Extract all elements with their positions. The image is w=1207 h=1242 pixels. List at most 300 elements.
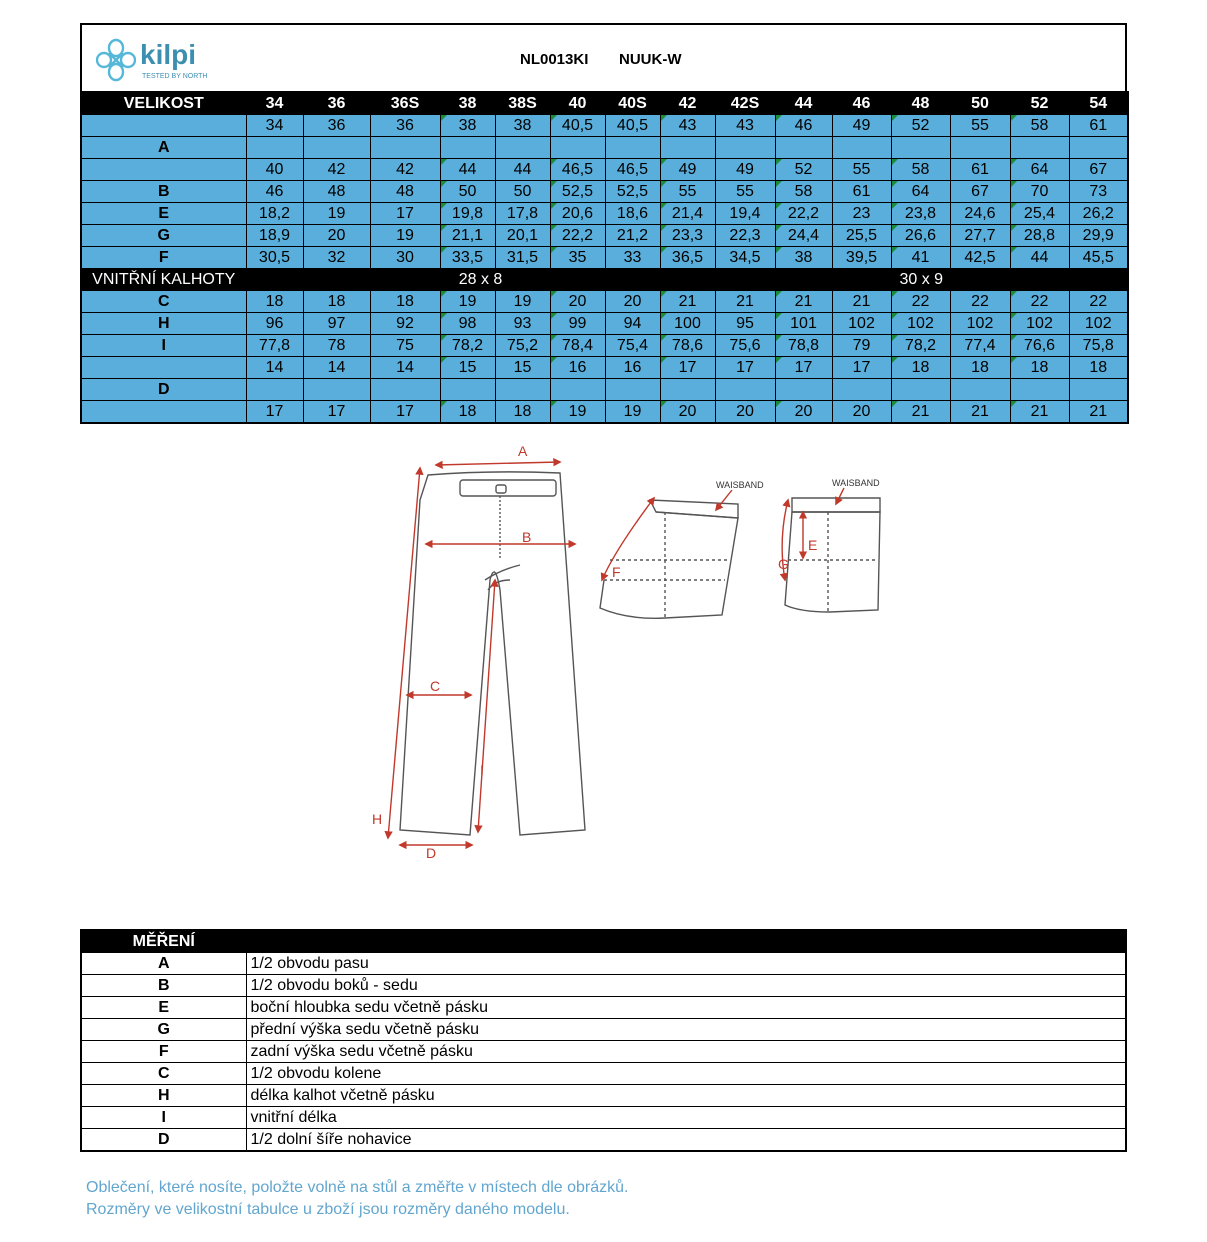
- size-cell: 18,9: [246, 225, 303, 247]
- legend-header-row: [81, 930, 1126, 953]
- size-cell: [891, 137, 950, 159]
- size-row-label: B: [81, 181, 246, 203]
- size-row: [81, 137, 1128, 159]
- size-cell: [605, 379, 660, 401]
- size-row: [81, 225, 1128, 247]
- size-cell: 61: [832, 181, 891, 203]
- size-cell: 20: [775, 401, 832, 424]
- legend-description: přední výška sedu včetně pásku: [246, 1019, 1126, 1041]
- size-row: [81, 115, 1128, 137]
- size-cell: 101: [775, 313, 832, 335]
- size-row: [81, 379, 1128, 401]
- size-cell: 17: [660, 357, 715, 379]
- size-cell: 75: [370, 335, 440, 357]
- size-cell: 21: [715, 291, 775, 313]
- size-cell: 95: [715, 313, 775, 335]
- size-cell: 75,4: [605, 335, 660, 357]
- diagram-label-g: G: [778, 556, 789, 572]
- size-cell: 18,2: [246, 203, 303, 225]
- size-cell: [660, 137, 715, 159]
- size-cell: 58: [775, 181, 832, 203]
- size-cell: 28,8: [1010, 225, 1069, 247]
- size-cell: 19,8: [440, 203, 495, 225]
- diagram-label-i: I: [480, 762, 484, 778]
- size-cell: 18: [495, 401, 550, 424]
- size-cell: 98: [440, 313, 495, 335]
- size-cell: 46,5: [605, 159, 660, 181]
- size-cell: [1010, 379, 1069, 401]
- legend-description: vnitřní délka: [246, 1107, 1126, 1129]
- size-cell: [303, 379, 370, 401]
- size-cell: [495, 137, 550, 159]
- size-cell: 22,3: [715, 225, 775, 247]
- size-cell: 17: [370, 203, 440, 225]
- legend-row: [81, 1041, 1126, 1063]
- size-header-row: [81, 92, 1128, 115]
- size-cell: 23,8: [891, 203, 950, 225]
- size-cell: 19: [440, 291, 495, 313]
- waistband-label-front: WAISBAND: [832, 478, 880, 488]
- size-cell: [950, 379, 1010, 401]
- product-code: NL0013KI: [520, 51, 589, 68]
- size-cell: 46: [775, 115, 832, 137]
- size-cell: [775, 379, 832, 401]
- legend-row: [81, 953, 1126, 975]
- size-cell: 20,6: [550, 203, 605, 225]
- size-cell: 21: [775, 291, 832, 313]
- size-header-cell: 42S: [715, 92, 775, 115]
- brand-tagline: TESTED BY NORTH: [142, 73, 208, 80]
- size-cell: 52,5: [550, 181, 605, 203]
- size-row-label: H: [81, 313, 246, 335]
- size-header-label: VELIKOST: [81, 92, 246, 115]
- size-cell: [715, 379, 775, 401]
- size-cell: 20: [303, 225, 370, 247]
- size-cell: 14: [370, 357, 440, 379]
- size-cell: 17: [715, 357, 775, 379]
- inner-trousers-row: [81, 269, 1128, 291]
- diagram-label-h: H: [372, 811, 383, 827]
- size-cell: 17: [246, 401, 303, 424]
- legend-title: MĚŘENÍ: [81, 930, 246, 953]
- size-cell: [440, 379, 495, 401]
- legend-code: A: [81, 953, 246, 975]
- brand-knot-icon: [96, 37, 136, 83]
- size-header-cell: 38: [440, 92, 495, 115]
- size-cell: 102: [950, 313, 1010, 335]
- size-cell: 15: [495, 357, 550, 379]
- size-header-cell: 42: [660, 92, 715, 115]
- size-cell: 40,5: [550, 115, 605, 137]
- legend-description: 1/2 obvodu kolene: [246, 1063, 1126, 1085]
- legend-description: boční hloubka sedu včetně pásku: [246, 997, 1126, 1019]
- size-cell: 92: [370, 313, 440, 335]
- rear-waist-drawing: [600, 500, 738, 618]
- size-cell: [832, 379, 891, 401]
- size-cell: 21,2: [605, 225, 660, 247]
- size-cell: 79: [832, 335, 891, 357]
- size-cell: 27,7: [950, 225, 1010, 247]
- size-cell: [715, 137, 775, 159]
- size-cell: 49: [660, 159, 715, 181]
- size-cell: 19: [550, 401, 605, 424]
- size-cell: [1069, 379, 1128, 401]
- size-cell: 32: [303, 247, 370, 269]
- size-cell: 26,2: [1069, 203, 1128, 225]
- size-cell: 61: [1069, 115, 1128, 137]
- size-cell: 33: [605, 247, 660, 269]
- measurement-diagram: [360, 440, 900, 860]
- size-cell: [1010, 137, 1069, 159]
- diagram-label-a: A: [518, 443, 528, 459]
- size-cell: 22,2: [775, 203, 832, 225]
- size-header-cell: 50: [950, 92, 1010, 115]
- size-cell: [550, 379, 605, 401]
- size-cell: 48: [303, 181, 370, 203]
- size-cell: 52: [775, 159, 832, 181]
- size-cell: 44: [1010, 247, 1069, 269]
- size-cell: 78,6: [660, 335, 715, 357]
- size-cell: 24,6: [950, 203, 1010, 225]
- waistband-label-rear: WAISBAND: [716, 480, 764, 490]
- size-cell: 100: [660, 313, 715, 335]
- size-cell: 52,5: [605, 181, 660, 203]
- size-cell: 38: [440, 115, 495, 137]
- size-cell: 38: [775, 247, 832, 269]
- size-cell: 17: [832, 357, 891, 379]
- diagram-label-b: B: [522, 529, 532, 545]
- size-cell: 17: [303, 401, 370, 424]
- size-cell: 19: [605, 401, 660, 424]
- size-cell: 43: [660, 115, 715, 137]
- size-cell: 43: [715, 115, 775, 137]
- size-cell: 52: [891, 115, 950, 137]
- size-cell: 20: [715, 401, 775, 424]
- size-cell: 50: [495, 181, 550, 203]
- size-cell: 78,2: [891, 335, 950, 357]
- size-cell: 93: [495, 313, 550, 335]
- size-cell: 36: [370, 115, 440, 137]
- size-cell: 17: [775, 357, 832, 379]
- legend-code: B: [81, 975, 246, 997]
- size-cell: 96: [246, 313, 303, 335]
- size-cell: 21: [950, 401, 1010, 424]
- size-cell: [1069, 137, 1128, 159]
- size-cell: 75,8: [1069, 335, 1128, 357]
- size-cell: 16: [605, 357, 660, 379]
- size-cell: 102: [832, 313, 891, 335]
- legend-row: [81, 1129, 1126, 1152]
- size-cell: 22: [891, 291, 950, 313]
- size-cell: 18: [303, 291, 370, 313]
- size-cell: 17: [370, 401, 440, 424]
- size-cell: 29,9: [1069, 225, 1128, 247]
- size-cell: 21: [1069, 401, 1128, 424]
- size-cell: 31,5: [495, 247, 550, 269]
- size-cell: 58: [1010, 115, 1069, 137]
- size-header-cell: 46: [832, 92, 891, 115]
- size-cell: 77,8: [246, 335, 303, 357]
- size-cell: [246, 379, 303, 401]
- size-header-cell: 52: [1010, 92, 1069, 115]
- size-cell: 22: [1010, 291, 1069, 313]
- trousers-drawing: [400, 472, 585, 835]
- size-cell: 23,3: [660, 225, 715, 247]
- brand-logo: [96, 37, 226, 85]
- legend-code: I: [81, 1107, 246, 1129]
- size-row-label: [81, 159, 246, 181]
- brand-name: kilpi: [140, 39, 197, 70]
- size-cell: 34: [246, 115, 303, 137]
- size-cell: 19: [303, 203, 370, 225]
- size-cell: [495, 379, 550, 401]
- size-cell: 19: [370, 225, 440, 247]
- size-cell: 46,5: [550, 159, 605, 181]
- size-cell: 78: [303, 335, 370, 357]
- size-cell: 20,1: [495, 225, 550, 247]
- size-cell: 18: [370, 291, 440, 313]
- size-cell: 18: [246, 291, 303, 313]
- size-cell: 30,5: [246, 247, 303, 269]
- size-cell: 102: [1069, 313, 1128, 335]
- size-cell: 78,8: [775, 335, 832, 357]
- front-waist-drawing: [785, 498, 880, 612]
- size-row-label: F: [81, 247, 246, 269]
- inner-trousers-left-value: 28 x 8: [246, 269, 715, 291]
- size-chart-header: [80, 23, 1127, 91]
- size-header-cell: 34: [246, 92, 303, 115]
- size-cell: 21: [1010, 401, 1069, 424]
- legend-description: 1/2 dolní šíře nohavice: [246, 1129, 1126, 1152]
- legend-row: [81, 1063, 1126, 1085]
- legend-description: 1/2 obvodu pasu: [246, 953, 1126, 975]
- size-cell: 14: [246, 357, 303, 379]
- size-cell: 78,2: [440, 335, 495, 357]
- size-cell: 18: [440, 401, 495, 424]
- size-cell: [605, 137, 660, 159]
- size-cell: 22,2: [550, 225, 605, 247]
- size-cell: 20: [660, 401, 715, 424]
- measuring-note: [86, 1177, 629, 1221]
- size-cell: 19: [495, 291, 550, 313]
- size-cell: [775, 137, 832, 159]
- size-cell: 102: [1010, 313, 1069, 335]
- size-row: [81, 203, 1128, 225]
- size-cell: 30: [370, 247, 440, 269]
- measurement-legend-table: [80, 929, 1127, 1152]
- inner-trousers-label: VNITŘNÍ KALHOTY: [81, 269, 246, 291]
- size-cell: 67: [950, 181, 1010, 203]
- size-cell: 76,6: [1010, 335, 1069, 357]
- size-cell: 24,4: [775, 225, 832, 247]
- size-cell: 58: [891, 159, 950, 181]
- size-row: [81, 247, 1128, 269]
- size-cell: 75,2: [495, 335, 550, 357]
- product-name: NUUK-W: [619, 51, 682, 68]
- size-cell: 19,4: [715, 203, 775, 225]
- size-cell: 16: [550, 357, 605, 379]
- size-cell: 40: [246, 159, 303, 181]
- size-cell: 40,5: [605, 115, 660, 137]
- size-cell: 42: [370, 159, 440, 181]
- size-cell: 14: [303, 357, 370, 379]
- size-cell: 38: [495, 115, 550, 137]
- size-row-label: C: [81, 291, 246, 313]
- size-cell: 48: [370, 181, 440, 203]
- legend-header-blank: [246, 930, 1126, 953]
- legend-code: H: [81, 1085, 246, 1107]
- size-cell: 39,5: [832, 247, 891, 269]
- size-row: [81, 313, 1128, 335]
- size-header-cell: 36S: [370, 92, 440, 115]
- size-cell: 42,5: [950, 247, 1010, 269]
- size-cell: 55: [660, 181, 715, 203]
- size-cell: 21: [891, 401, 950, 424]
- trousers-measure-lines: [388, 462, 575, 845]
- size-cell: 33,5: [440, 247, 495, 269]
- size-cell: 23: [832, 203, 891, 225]
- legend-row: [81, 1107, 1126, 1129]
- size-cell: 15: [440, 357, 495, 379]
- size-header-cell: 44: [775, 92, 832, 115]
- size-header-cell: 40: [550, 92, 605, 115]
- legend-row: [81, 1085, 1126, 1107]
- size-cell: 61: [950, 159, 1010, 181]
- size-row-label: A: [81, 137, 246, 159]
- legend-code: F: [81, 1041, 246, 1063]
- size-cell: 18: [950, 357, 1010, 379]
- size-cell: 18: [1010, 357, 1069, 379]
- size-cell: 36: [303, 115, 370, 137]
- legend-row: [81, 975, 1126, 997]
- size-cell: [832, 137, 891, 159]
- size-cell: 97: [303, 313, 370, 335]
- size-cell: 34,5: [715, 247, 775, 269]
- size-row-label: [81, 401, 246, 424]
- legend-description: délka kalhot včetně pásku: [246, 1085, 1126, 1107]
- size-cell: 94: [605, 313, 660, 335]
- size-row: [81, 357, 1128, 379]
- size-cell: 21,1: [440, 225, 495, 247]
- size-cell: 49: [832, 115, 891, 137]
- size-header-cell: 38S: [495, 92, 550, 115]
- size-table: [80, 91, 1129, 424]
- size-cell: 20: [832, 401, 891, 424]
- waist-measure-lines: [602, 488, 844, 580]
- size-cell: [440, 137, 495, 159]
- size-row-label: G: [81, 225, 246, 247]
- size-cell: 18: [1069, 357, 1128, 379]
- inner-trousers-right-value: 30 x 9: [715, 269, 1128, 291]
- size-row: [81, 181, 1128, 203]
- size-cell: 20: [605, 291, 660, 313]
- legend-row: [81, 1019, 1126, 1041]
- note-line-2: Rozměry ve velikostní tabulce u zboží jsou rozměry daného modelu.: [86, 1201, 570, 1218]
- size-cell: 75,6: [715, 335, 775, 357]
- size-row: [81, 159, 1128, 181]
- size-cell: 50: [440, 181, 495, 203]
- size-cell: 42: [303, 159, 370, 181]
- legend-code: G: [81, 1019, 246, 1041]
- size-header-cell: 36: [303, 92, 370, 115]
- size-row: [81, 291, 1128, 313]
- size-cell: 25,4: [1010, 203, 1069, 225]
- size-row: [81, 335, 1128, 357]
- size-cell: 67: [1069, 159, 1128, 181]
- size-cell: 35: [550, 247, 605, 269]
- size-cell: 22: [950, 291, 1010, 313]
- size-cell: 41: [891, 247, 950, 269]
- size-header-cell: 48: [891, 92, 950, 115]
- note-line-1: Oblečení, které nosíte, položte volně na stůl a změřte v místech dle obrázků.: [86, 1179, 629, 1196]
- size-cell: 18,6: [605, 203, 660, 225]
- size-cell: 73: [1069, 181, 1128, 203]
- legend-description: 1/2 obvodu boků - sedu: [246, 975, 1126, 997]
- diagram-label-f: F: [612, 564, 621, 580]
- size-row-label: D: [81, 379, 246, 401]
- size-cell: [660, 379, 715, 401]
- legend-description: zadní výška sedu včetně pásku: [246, 1041, 1126, 1063]
- size-cell: 49: [715, 159, 775, 181]
- size-cell: 46: [246, 181, 303, 203]
- size-cell: 21: [660, 291, 715, 313]
- size-cell: 78,4: [550, 335, 605, 357]
- size-row-label: I: [81, 335, 246, 357]
- size-header-cell: 40S: [605, 92, 660, 115]
- size-cell: [246, 137, 303, 159]
- legend-row: [81, 997, 1126, 1019]
- diagram-label-c: C: [430, 678, 441, 694]
- size-cell: 25,5: [832, 225, 891, 247]
- size-row: [81, 401, 1128, 424]
- size-cell: [303, 137, 370, 159]
- size-cell: 55: [715, 181, 775, 203]
- size-cell: 21,4: [660, 203, 715, 225]
- size-cell: 26,6: [891, 225, 950, 247]
- size-cell: 44: [495, 159, 550, 181]
- size-cell: 70: [1010, 181, 1069, 203]
- size-row-label: [81, 115, 246, 137]
- size-cell: 21: [832, 291, 891, 313]
- size-cell: 64: [891, 181, 950, 203]
- diagram-label-e: E: [808, 537, 818, 553]
- legend-code: E: [81, 997, 246, 1019]
- size-cell: 55: [950, 115, 1010, 137]
- size-cell: [370, 137, 440, 159]
- size-cell: 18: [891, 357, 950, 379]
- size-cell: [950, 137, 1010, 159]
- size-cell: 77,4: [950, 335, 1010, 357]
- size-header-cell: 54: [1069, 92, 1128, 115]
- size-cell: 44: [440, 159, 495, 181]
- size-cell: 64: [1010, 159, 1069, 181]
- size-cell: 99: [550, 313, 605, 335]
- size-cell: 36,5: [660, 247, 715, 269]
- size-row-label: [81, 357, 246, 379]
- size-cell: 20: [550, 291, 605, 313]
- size-cell: 45,5: [1069, 247, 1128, 269]
- size-row-label: E: [81, 203, 246, 225]
- diagram-label-d: D: [426, 845, 437, 860]
- size-cell: 55: [832, 159, 891, 181]
- legend-code: C: [81, 1063, 246, 1085]
- size-cell: [370, 379, 440, 401]
- size-cell: [891, 379, 950, 401]
- size-cell: 102: [891, 313, 950, 335]
- size-cell: 22: [1069, 291, 1128, 313]
- size-cell: [550, 137, 605, 159]
- size-cell: 17,8: [495, 203, 550, 225]
